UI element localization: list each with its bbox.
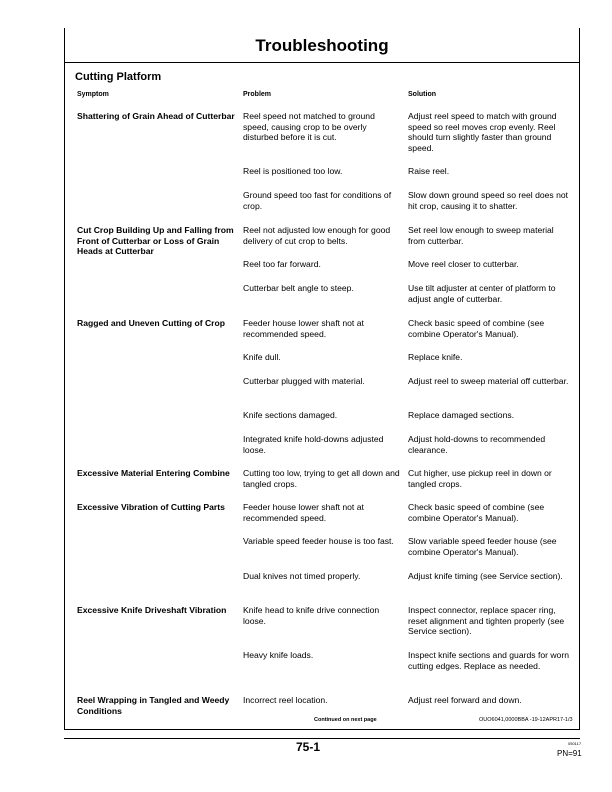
- problem-cell: Integrated knife hold-downs adjusted loose.: [243, 434, 384, 455]
- problem-cell: Cutterbar belt angle to steep.: [243, 283, 354, 293]
- problem-cell: Cutterbar plugged with material.: [243, 376, 365, 386]
- pn-label: PN=91: [557, 749, 582, 758]
- problem-cell: Ground speed too fast for conditions of crop.: [243, 190, 392, 211]
- page-title: Troubleshooting: [255, 36, 389, 55]
- solution-cell: Adjust hold-downs to recommended clearance.: [408, 434, 546, 455]
- solution-cell: Adjust reel to sweep material off cutterbar.: [408, 376, 569, 386]
- symptom-cell: Shattering of Grain Ahead of Cutterbar: [77, 111, 235, 121]
- document-reference: OUO6041,0000BBA -19-12APR17-1/3: [479, 717, 573, 723]
- problem-cell: Feeder house lower shaft not at recommended speed.: [243, 502, 364, 523]
- problem-cell: Reel not adjusted low enough for good delivery of cut crop to belts.: [243, 225, 391, 246]
- problem-cell: Reel too far forward.: [243, 259, 321, 269]
- solution-cell: Replace knife.: [408, 352, 463, 362]
- solution-cell: Replace damaged sections.: [408, 410, 515, 420]
- problem-cell: Dual knives not timed properly.: [243, 571, 361, 581]
- solution-cell: Set reel low enough to sweep material from cutterbar.: [408, 225, 554, 246]
- section-title: Cutting Platform: [75, 71, 162, 83]
- solution-cell: Inspect connector, replace spacer ring, reset alignment and tighten properly (see Service section).: [408, 605, 565, 637]
- solution-cell: Use tilt adjuster at center of platform to adjust angle of cutterbar.: [408, 283, 556, 304]
- problem-header: Problem: [243, 91, 272, 98]
- problem-cell: Cutting too low, trying to get all down and tangled crops.: [243, 468, 400, 489]
- page-number: 75-1: [296, 740, 321, 754]
- symptom-header: Symptom: [77, 91, 109, 98]
- continued-note: Continued on next page: [314, 717, 377, 723]
- footer-rule: [64, 738, 580, 739]
- problem-cell: Heavy knife loads.: [243, 650, 314, 660]
- problem-cell: Reel is positioned too low.: [243, 166, 343, 176]
- problem-cell: Feeder house lower shaft not at recommended speed.: [243, 318, 364, 339]
- symptom-cell: Excessive Knife Driveshaft Vibration: [77, 605, 227, 615]
- problem-cell: Knife dull.: [243, 352, 281, 362]
- solution-cell: Slow down ground speed so reel does not hit crop, causing it to shatter.: [408, 190, 569, 211]
- problem-cell: Knife sections damaged.: [243, 410, 338, 420]
- solution-cell: Slow variable speed feeder house (see combine Operator's Manual).: [408, 536, 557, 557]
- problem-cell: Variable speed feeder house is too fast.: [243, 536, 394, 546]
- solution-cell: Check basic speed of combine (see combine Operator's Manual).: [408, 318, 545, 339]
- symptom-cell: Reel Wrapping in Tangled and Weedy Conditions: [77, 695, 230, 716]
- symptom-cell: Ragged and Uneven Cutting of Crop: [77, 318, 225, 328]
- symptom-cell: Excessive Material Entering Combine: [77, 468, 230, 478]
- problem-cell: Incorrect reel location.: [243, 695, 328, 705]
- solution-header: Solution: [408, 91, 436, 98]
- solution-cell: Raise reel.: [408, 166, 450, 176]
- problem-cell: Knife head to knife drive connection loose.: [243, 605, 380, 626]
- solution-cell: Adjust reel forward and down.: [408, 695, 522, 705]
- solution-cell: Move reel closer to cutterbar.: [408, 259, 519, 269]
- solution-cell: Inspect knife sections and guards for worn cutting edges. Replace as needed.: [408, 650, 569, 671]
- solution-cell: Cut higher, use pickup reel in down or tangled crops.: [408, 468, 552, 489]
- problem-cell: Reel speed not matched to ground speed, causing crop to be overly disturbed before it is cut.: [243, 111, 375, 143]
- solution-cell: Adjust knife timing (see Service section).: [408, 571, 563, 581]
- solution-cell: Check basic speed of combine (see combine Operator's Manual).: [408, 502, 545, 523]
- symptom-cell: Excessive Vibration of Cutting Parts: [77, 502, 225, 512]
- symptom-cell: Cut Crop Building Up and Falling from Front of Cutterbar or Loss of Grain Heads at Cutterbar: [77, 225, 234, 257]
- solution-cell: Adjust reel speed to match with ground speed so reel moves crop evenly. Reel should turn slightly faster than ground speed.: [408, 111, 557, 153]
- small-code: 050117: [568, 741, 582, 746]
